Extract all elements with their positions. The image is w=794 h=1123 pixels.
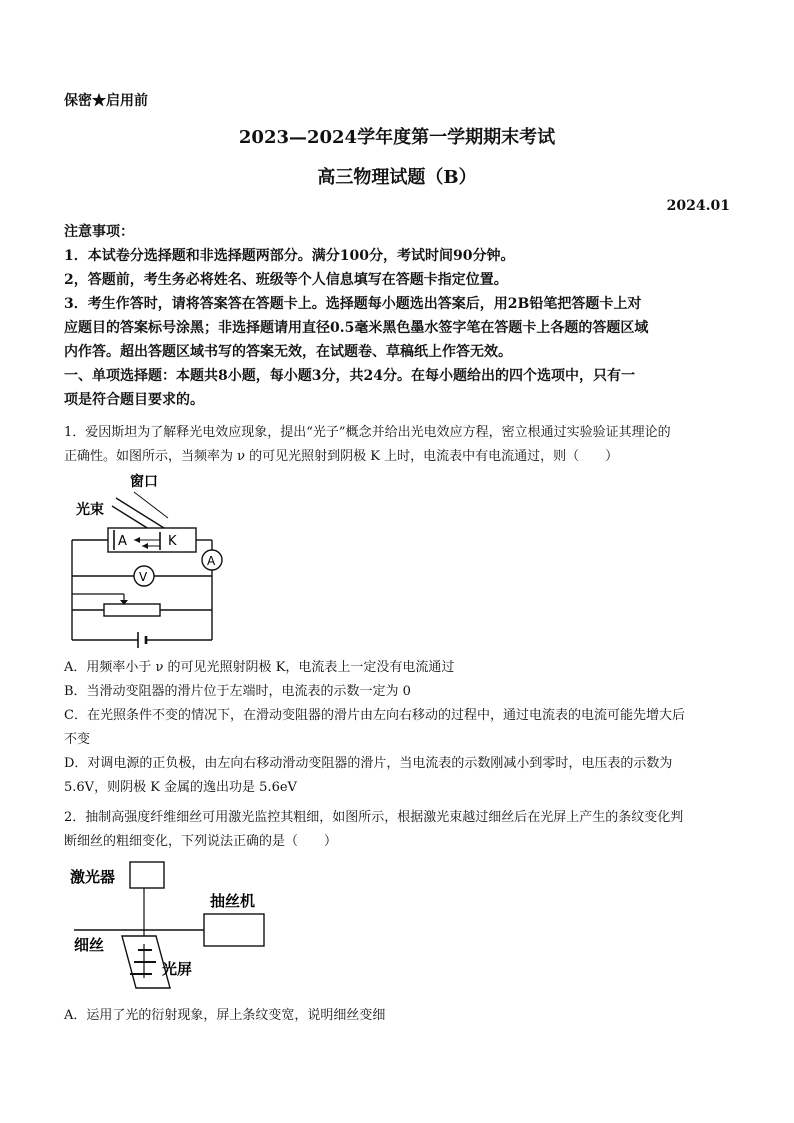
beam-label: 光束 bbox=[76, 502, 104, 518]
notes-item: 2，答题前，考生务必将姓名、班级等个人信息填写在答题卡指定位置。 bbox=[64, 272, 508, 288]
option-a: A．用频率小于 ν 的可见光照射阴极 K，电流表上一定没有电流通过 bbox=[64, 660, 455, 675]
option-d-cont: 5.6V，则阴极 K 金属的逸出功是 5.6eV bbox=[64, 780, 297, 795]
notes-item: 1．本试卷分选择题和非选择题两部分。满分100分，考试时间90分钟。 bbox=[64, 248, 515, 264]
cathode-label: K bbox=[168, 534, 177, 549]
drawer-label: 抽丝机 bbox=[210, 892, 256, 910]
notes-heading: 注意事项： bbox=[64, 224, 134, 240]
exam-date: 2024.01 bbox=[666, 198, 730, 214]
notes-item: 内作答。超出答题区域书写的答案无效，在试题卷、草稿纸上作答无效。 bbox=[64, 344, 512, 360]
question-2-line: 断细丝的粗细变化，下列说法正确的是（ ） bbox=[64, 834, 338, 849]
notes-item: 3．考生作答时，请将答案答在答题卡上。选择题每小题选出答案后，用2B铅笔把答题卡上对 bbox=[64, 296, 642, 312]
option-a: A．运用了光的衍射现象，屏上条纹变宽，说明细丝变细 bbox=[64, 1008, 386, 1023]
laser-label: 激光器 bbox=[70, 868, 116, 886]
window-label: 窗口 bbox=[130, 474, 158, 490]
question-2-options bbox=[64, 1004, 734, 1028]
question-1-line: 1．爱因斯坦为了解释光电效应现象，提出“光子”概念并给出光电效应方程，密立根通过实验验证其理论的 bbox=[64, 425, 671, 440]
notes-section bbox=[64, 220, 734, 412]
notes-item: 应题目的答案标号涂黑；非选择题请用直径0.5毫米黑色墨水签字笔在答题卡上各题的答题区域 bbox=[64, 320, 649, 336]
wire-label: 细丝 bbox=[74, 936, 105, 954]
section-heading: 项是符合题目要求的。 bbox=[64, 392, 204, 408]
laser-monitoring-figure bbox=[64, 858, 284, 998]
question-1-line: 正确性。如图所示，当频率为 ν 的可见光照射到阴极 K 上时，电流表中有电流通过，则（ ） bbox=[64, 449, 619, 464]
question-1-options bbox=[64, 656, 734, 800]
question-2-stem bbox=[64, 806, 734, 854]
question-2-line: 2．抽制高强度纤维细丝可用激光监控其粗细，如图所示，根据激光束越过细丝后在光屏上产生的条纹变化判 bbox=[64, 810, 684, 825]
exam-title: 2023—2024学年度第一学期期末考试 bbox=[238, 127, 556, 148]
confidential-label: 保密★启用前 bbox=[64, 93, 148, 109]
screen-label: 光屏 bbox=[162, 960, 193, 978]
option-c: C．在光照条件不变的情况下，在滑动变阻器的滑片由左向右移动的过程中，通过电流表的电流可能先增大后 bbox=[64, 708, 685, 723]
section-heading: 一、单项选择题：本题共8小题，每小题3分，共24分。在每小题给出的四个选项中，只有一 bbox=[64, 368, 635, 384]
option-b: B．当滑动变阻器的滑片位于左端时，电流表的示数一定为 0 bbox=[64, 684, 411, 699]
exam-subtitle: 高三物理试题（B） bbox=[317, 167, 477, 188]
anode-label: A bbox=[118, 534, 127, 549]
question-1-stem bbox=[64, 421, 734, 469]
option-c-cont: 不变 bbox=[64, 732, 91, 747]
voltmeter-label: V bbox=[139, 570, 148, 584]
ammeter-label: A bbox=[207, 554, 216, 568]
option-d: D．对调电源的正负极，由左向右移动滑动变阻器的滑片，当电流表的示数刚减小到零时，电压表的示数为 bbox=[64, 756, 673, 771]
photoelectric-circuit-figure bbox=[64, 470, 234, 650]
